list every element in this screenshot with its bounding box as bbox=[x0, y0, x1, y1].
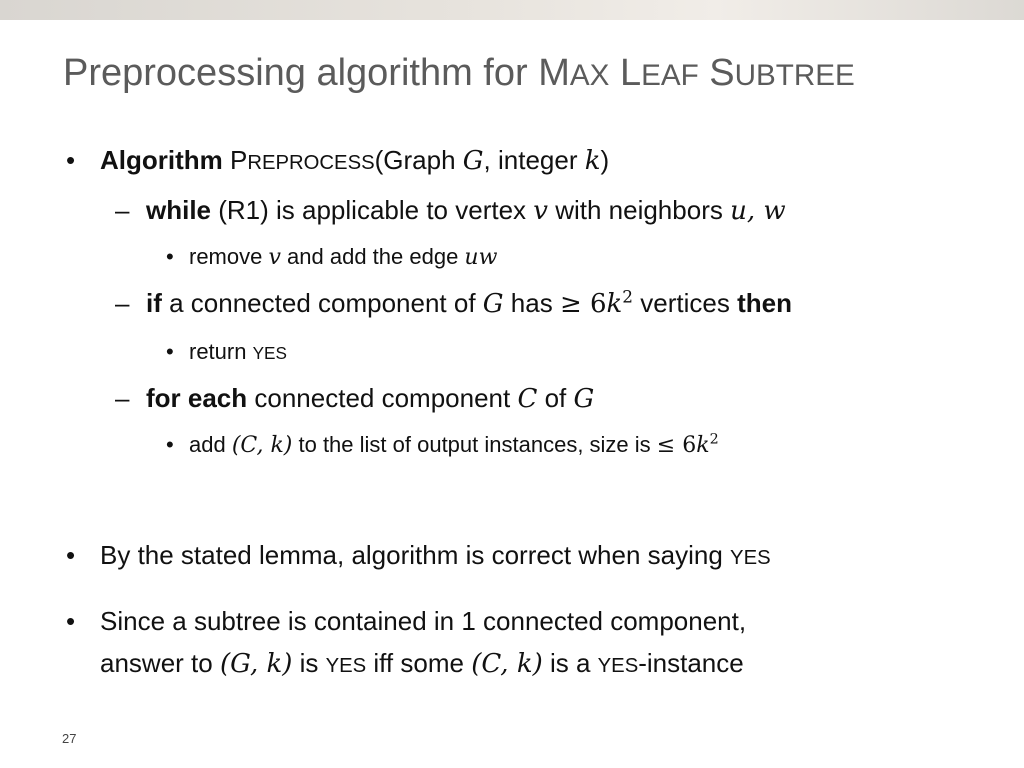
sub-bullet-marker: • bbox=[166, 244, 174, 269]
subtree-line-1: Since a subtree is contained in 1 connected component, bbox=[100, 606, 747, 636]
sub-bullet-marker: • bbox=[166, 339, 174, 364]
sub-bullet-marker: • bbox=[166, 432, 174, 457]
while-line: while (R1) is applicable to vertex v with neighbors u, w bbox=[146, 195, 786, 226]
slide-title: Preprocessing algorithm for MAX LEAF SUBTREE bbox=[63, 52, 855, 94]
bullet-marker: • bbox=[66, 145, 76, 175]
top-decorative-band bbox=[0, 0, 1024, 20]
bullet-marker: • bbox=[66, 606, 76, 636]
page-number: 27 bbox=[62, 731, 77, 746]
lemma-line: By the stated lemma, algorithm is correct when saying YES bbox=[100, 540, 771, 570]
dash-marker: – bbox=[115, 195, 130, 225]
return-line: return YES bbox=[189, 339, 287, 364]
bullet-marker: • bbox=[66, 540, 76, 570]
algorithm-line: Algorithm PREPROCESS(Graph G, integer k) bbox=[100, 145, 610, 176]
remove-line: remove v and add the edge uw bbox=[189, 244, 498, 270]
add-line: add (C, k) to the list of output instances, size is ≤ $6k^2$ bbox=[189, 431, 719, 458]
subtree-line-2: answer to (G, k) is YES iff some (C, k) is a YES-instance bbox=[100, 648, 744, 679]
dash-marker: – bbox=[115, 288, 130, 318]
dash-marker: – bbox=[115, 383, 130, 413]
for-each-line: for each connected component C of G bbox=[146, 383, 595, 414]
if-line: if a connected component of G has ≥ $6k^2$ vertices then bbox=[146, 286, 792, 319]
